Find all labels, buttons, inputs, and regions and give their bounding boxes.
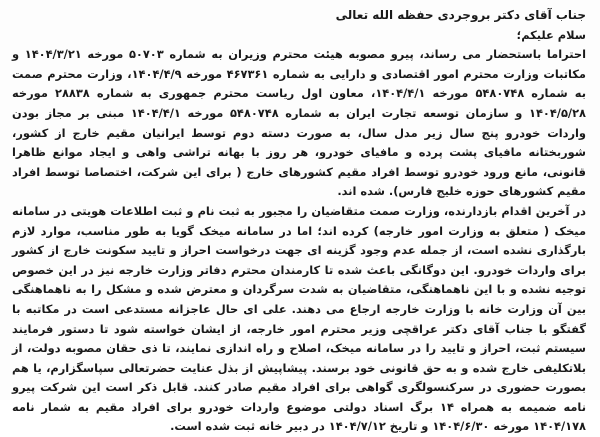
letter-paragraph-1: احتراما باستحضار می رساند، پیرو مصوبه هیئت محترم وزیران به شماره ۵۰۷۰۳ مورخه ۱۴۰۴/۳/۲۱ و مکاتبات وزارت محترم امور اقتصادی و دارایی به شماره ۴۶۷۳۶۱ مورخه ۱۴۰۴/۴/۹، وزارت محترم صمت به شماره ۵۴۸۰۷۴۸ مورخه ۱۴۰۴/۴/۱، معاون اول ریاست محترم جمهوری به شماره ۲۸۸۳۸ مورخه ۱۴۰۴/۵/۲۸ و سازمان توسعه تجارت ایران به شماره ۵۴۸۰۷۴۸ مورخه ۱۴۰۴/۴/۱ مبنی بر مجاز بودن واردات خودرو پنج سال زیر مدل سال، به صورت دسته دوم توسط ایرانیان مقیم خارج از کشور، شوربختانه مافیای پشت پرده و مافیای خودرو، هر روز با بهانه تراشی واهی و ایجاد موانع ظاهرا قانونی، مانع ورود خودرو توسط افراد مقیم کشورهای خارج ( برای این شرکت، اختصاصا توسط افراد مقیم کشورهای حوزه خلیج فارس). شده اند. (12, 47, 586, 199)
letter-paragraph-2: در آخرین اقدام بازدارنده، وزارت صمت متقاضیان را مجبور به ثبت نام و ثبت اطلاعات هویتی در سامانه میخک ( متعلق به وزارت امور خارجه) کرده اند؛ اما در سامانه میخک گویا به طور مناسب، موارد لازم بارگذاری نشده است، از جمله عدم وجود گزینه ای جهت درخواست احراز و تایید سکونت خارج از کشور برای واردات خودرو. این دوگانگی باعث شده تا کارمندان محترم دفاتر وزارت خارجه نیز در این خصوص توجیه نشده و با این ناهماهنگی، متقاضیان به شدت سرگردان و معترض شده و مشکل را به ناهماهنگی بین آن وزارت خانه با وزارت خارجه ارجاع می دهند. علی ای حال عاجزانه مستدعی است در مکاتبه با گفتگو با جناب آقای دکتر عراقچی وزیر محترم امور خارجه، از ایشان خواسته شود تا دستور فرمایند سیستم ثبت، احراز و تایید را در سامانه میخک، اصلاح و راه اندازی نمایند، تا ذی حقان مصوبه دولت، از بلاتکلیفی خارج شده و به حق قانونی خود برسند. پیشاپیش از بذل عنایت حضرتعالی سپاسگزارم، یا هم بصورت حضوری در سرکنسولگری گواهی برای افراد مقیم صادر کنند. قابل ذکر است این شرکت پیرو نامه ضمیمه به همراه ۱۴ برگ اسناد دولتی موضوع واردات خودرو برای افراد مقیم به شمار نامه ۱۴۰۴/۱۷۸ مورخه ۱۴۰۴/۶/۳۰ و تاریخ ۱۴۰۴/۷/۱۲ در دبیر خانه ثبت شده است. (12, 203, 586, 434)
letter-greeting: سلام علیکم؛ (516, 27, 586, 42)
letter-salutation: جناب آقای دکتر بروجردی حفظه الله تعالی (335, 8, 586, 22)
